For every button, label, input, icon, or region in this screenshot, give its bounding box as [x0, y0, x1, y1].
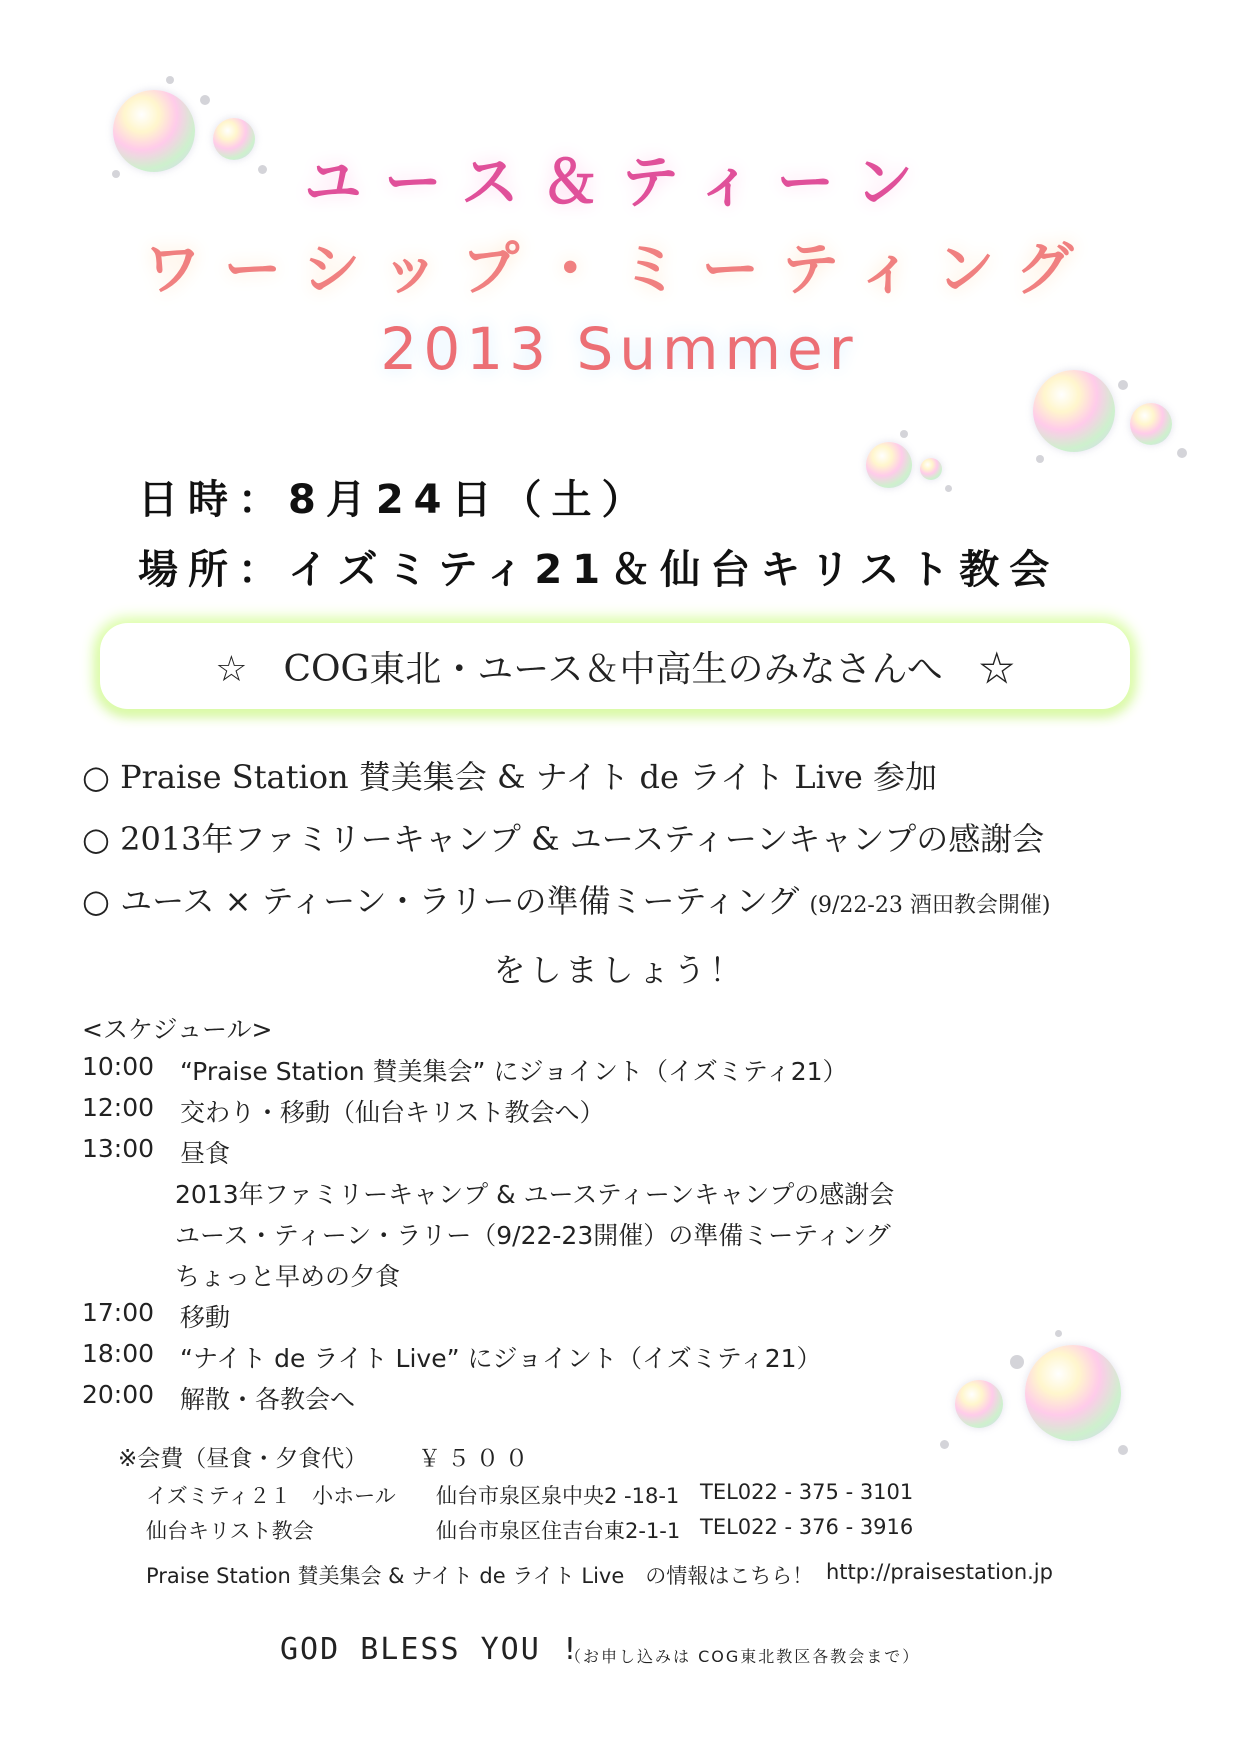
apply-note: （お申し込みは COG東北教区各教会まで） — [565, 1647, 921, 1666]
venue-address: 仙台市泉区住吉台東2-1-1 — [436, 1519, 681, 1543]
venue-address: 仙台市泉区泉中央2 -18-1 — [436, 1484, 680, 1508]
list-item-text: ○ ユース × ティーン・ラリーの準備ミーティング — [82, 882, 800, 920]
venue-tel: TEL022 - 376 - 3916 — [700, 1515, 914, 1539]
schedule-desc: 移動 — [180, 1303, 231, 1332]
venue-name: 仙台キリスト教会 — [146, 1519, 314, 1543]
info-link-text: Praise Station 賛美集会 & ナイト de ライト Live の情報はこちら！ — [146, 1564, 814, 1588]
schedule-desc: 交わり・移動（仙台キリスト教会へ） — [180, 1098, 605, 1127]
schedule-desc: 昼食 — [180, 1139, 231, 1168]
schedule-time: 12:00 — [82, 1093, 155, 1122]
schedule-desc: “Praise Station 賛美集会” にジョイント（イズミティ21） — [180, 1057, 848, 1086]
banner-text: ☆ COG東北・ユース＆中高生のみなさんへ ☆ — [215, 648, 1015, 690]
venue-name: イズミティ２１ 小ホール — [146, 1484, 396, 1508]
event-place: 場所：イズミティ21＆仙台キリスト教会 — [138, 547, 1060, 593]
schedule-subitem: ユース・ティーン・ラリー（9/22-23開催）の準備ミーティング — [175, 1221, 891, 1250]
god-bless-you: GOD BLESS YOU ! — [280, 1632, 581, 1667]
list-item: ○ 2013年ファミリーキャンプ & ユースティーンキャンプの感謝会 — [82, 820, 1045, 858]
schedule-time: 13:00 — [82, 1134, 155, 1163]
schedule-desc: 解散・各教会へ — [180, 1385, 356, 1414]
info-link-url[interactable]: http://praisestation.jp — [826, 1560, 1053, 1584]
schedule-time: 17:00 — [82, 1298, 155, 1327]
schedule-subitem: ちょっと早めの夕食 — [175, 1262, 401, 1291]
closing-text: をしましょう！ — [493, 951, 746, 989]
event-date: 日時：8月24日（土） — [138, 477, 652, 523]
schedule-desc: “ナイト de ライト Live” にジョイント（イズミティ21） — [180, 1344, 822, 1373]
schedule-time: 18:00 — [82, 1339, 155, 1368]
schedule-time: 10:00 — [82, 1052, 155, 1081]
schedule-subitem: 2013年ファミリーキャンプ & ユースティーンキャンプの感謝会 — [175, 1180, 895, 1209]
list-item: ○ Praise Station 賛美集会 & ナイト de ライト Live 参加 — [82, 758, 938, 796]
fee-amount: ￥５００ — [418, 1446, 534, 1472]
title-line-3: 2013 Summer — [380, 315, 859, 383]
schedule-title: <スケジュール> — [82, 1015, 273, 1044]
audience-banner — [100, 623, 1130, 709]
title-line-2: ワーシップ・ミーティング — [143, 235, 1096, 303]
title-line-1: ユース＆ティーン — [303, 148, 936, 216]
list-item-note: (9/22-23 酒田教会開催) — [809, 893, 1051, 918]
venue-tel: TEL022 - 375 - 3101 — [700, 1480, 914, 1504]
schedule-time: 20:00 — [82, 1380, 155, 1409]
fee-label: ※会費（昼食・夕食代） — [118, 1446, 368, 1472]
list-item — [82, 876, 1050, 922]
